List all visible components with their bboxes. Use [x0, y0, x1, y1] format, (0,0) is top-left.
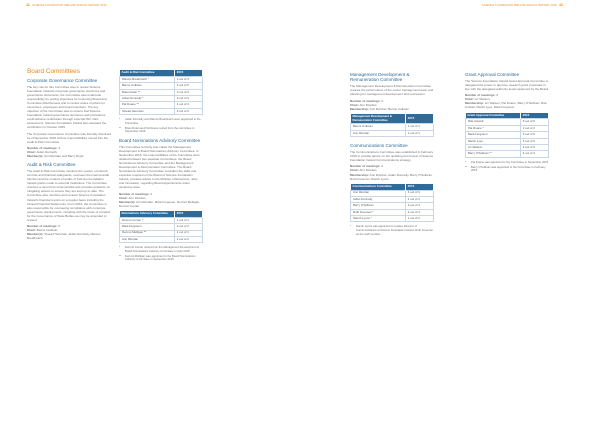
advisory-chair: Chair: Ann Riordan	[119, 195, 146, 200]
table-row: Mark Ferguson 5 out of 6	[466, 132, 549, 138]
table-row: Ann Riordan 2 out of 2	[120, 236, 203, 242]
corp-gov-paragraph-1: The key role for this Committee was to review Science Foundation Ireland's corporate governance structures and governance documents; the Committee also undertook responsibility for setting objectives for improving Board and Committee effectiveness and to review codes of ethics for executives, employees and board members. The key objective of the Committee was to ensure that Science Foundation Ireland governance structures and procedures could achieve certification through external ISO / IEC assessment. Science Foundation Ireland also awarded the certification in October 2015.	[27, 84, 107, 130]
table-row: Ruth Freeman * 4 out of 4	[351, 209, 434, 215]
corp-gov-chair: Chair: Aidan Donnelly	[27, 150, 57, 155]
mgmt-members: Membership: Ann Riordan, Bernie Cullinan	[350, 106, 409, 111]
table-row: Pat Duane ** 4 out of 4	[120, 102, 203, 108]
section-title: Board Committees	[27, 68, 80, 75]
audit-note-1: * Aidan Donnelly and Marcus Breathnach were appointed to the Committee.	[119, 118, 201, 125]
table-row: Ann Riordan 1 out of 1	[351, 130, 434, 136]
left-column-1	[27, 68, 111, 240]
audit-table-header-committee: Audit & Risk Committee	[120, 70, 175, 76]
table-row: Brian Dolan ** 3 out of 3	[120, 89, 203, 95]
right-column-2	[465, 70, 549, 173]
table-row: Rita Colwell 5 out of 6	[466, 119, 549, 125]
grant-chair: Chair: Liz Watson	[465, 97, 490, 102]
advisory-note-2: ** Dermot Mulligan was appointed to the Board Nominations Advisory Committee in September 2015.	[119, 254, 196, 262]
audit-meetings: Number of meetings: 5	[27, 224, 61, 229]
advisory-table-header-committee: Nominations Advisory Committee	[120, 211, 175, 217]
table-row: Pat Duane * 2 out of 2	[466, 125, 549, 131]
mgmt-paragraph-1: The Management Development & Remuneration Committee reviews the performance of the senior management team and planning for management development and succession.	[350, 84, 434, 97]
right-page	[300, 0, 600, 424]
grant-meetings: Number of meetings: 6	[465, 93, 499, 98]
advisory-members: Member(s): Ann Riordan, Mark Ferguson, Dermot Mulligan, Dermot Curran	[119, 199, 200, 208]
grant-table-header-year: 2015	[520, 113, 548, 119]
table-row: Barry O'Sullivan ** 4 out of 4	[466, 151, 549, 157]
grant-paragraph-1: The Science Foundation Ireland Grant Approval Committee is delegated the power to approve research grant proposals in line with the delegated authority levels approved by the Board.	[465, 78, 550, 91]
grant-table-header-committee: Grant Approval Committee	[466, 113, 521, 119]
table-row: Aidan Donnelly * 3 out of 3	[120, 96, 203, 102]
corp-gov-paragraph-2: The Corporate Governance Committee was formally dissolved as of December 2015 with its responsibilities moved into the Audit & Risk Committee.	[27, 131, 111, 144]
mgmt-heading: Management Development & Remuneration Committee	[350, 72, 410, 83]
corp-gov-members: Member(s): Ann Riordan and Barry Doyle	[27, 154, 84, 159]
comms-note-1: * Niamh Lyons was appointed to replace Director of Communications at Science Foundation Ireland, Ruth Freeman as the staff member.	[350, 225, 433, 236]
right-page-header	[482, 3, 563, 7]
mgmt-table-header-year: 2015	[405, 114, 433, 124]
table-row: Bernie Cullinan 1 out of 1	[351, 124, 434, 130]
audit-members: Member(s): Sinead Henehan, Aidan Donnelly, Marcus Breathnach	[27, 232, 101, 241]
advisory-note-1: * Dermot Curran retired from the Management Development & Board Nominations Advisory Committee in April 2015.	[119, 246, 199, 253]
table-row: Barry O'Sullivan 3 out of 4	[351, 203, 434, 209]
grant-heading: Grant Approval Committee	[465, 72, 520, 77]
table-row: Niamh Lyons * 1 out of 2	[351, 216, 434, 222]
comms-table-header-year: 2015	[405, 184, 433, 190]
table-row: Dermot Curran * 1 out of 1	[120, 217, 203, 223]
audit-risk-table	[119, 70, 203, 115]
right-running-title: SCIENCE FOUNDATION IRELAND ANNUAL REPORT 2015	[482, 4, 557, 7]
mgmt-chair: Chair: Ann Riordan	[350, 102, 377, 107]
table-row: Bernie Cullinan 6 out of 6	[120, 83, 203, 89]
right-page-number: 43	[559, 3, 563, 7]
audit-note-2: ** Brian Dolan and Pat Duane retired from the committee in September 2015.	[119, 126, 195, 134]
comms-heading: Communications Committee	[350, 143, 408, 149]
audit-table-header-year: 2015	[174, 70, 202, 76]
advisory-meetings: Number of meetings: 2	[119, 191, 153, 196]
communications-table	[350, 184, 434, 223]
audit-heading: Audit & Risk Committee	[27, 162, 76, 168]
table-row: Mark Ferguson 2 out of 2	[120, 224, 203, 230]
comms-table-header-committee: Communications Committee	[351, 184, 406, 190]
grant-members: Membership: Liz Watson, Pat Duane, Barry O'Sullivan, Rita Colwell, Martin Lyes, Mark Ferguson	[465, 101, 547, 110]
mgmt-meetings: Number of meetings: 2	[350, 98, 384, 103]
corp-gov-meetings: Number of meetings: 3	[27, 146, 61, 151]
advisory-heading: Board Nominations Advisory Committee	[119, 137, 201, 143]
grant-note-1: * Pat Duane was appointed to the Committee in September 2015.	[465, 160, 549, 164]
advisory-paragraph-1: This Committee formerly was called the Management Development & Board Nominations Advisory Committee. In September 2015, the responsibilities of the Committee were divided between two separate Committees: the Board Nominations Advisory Committee and the Management Development & Remuneration Committee. The Board Nominations Advisory Committee considers the skills and expertise required on the Board of Science Foundation Ireland, provides advice to the Minister of Enterprise, Jobs and Innovation, regarding Board appointments when vacancies arise.	[119, 144, 200, 190]
table-row: Ann Riordan 4 out of 4	[351, 190, 434, 196]
comms-members: Membership: Ann Riordan, Aidan Donnelly, Barry O'Sullivan, Ruth Freeman, Niamh Lyons	[350, 172, 433, 181]
left-running-title: SCIENCE FOUNDATION IRELAND ANNUAL REPORT 2015	[32, 4, 107, 7]
table-row: Sinead Henehan 6 out of 6	[120, 108, 203, 114]
table-row: Martin Lyes 5 out of 6	[466, 138, 549, 144]
mgmt-table-header-committee: Management Development & Remuneration Committee	[351, 114, 406, 124]
table-row: Marcus Breathnach * 3 out of 3	[120, 76, 203, 82]
grant-approval-table	[465, 113, 549, 158]
table-row: Liz Watson 6 out of 6	[466, 144, 549, 150]
left-page-header	[26, 3, 107, 7]
comms-chair: Chair: Ann Riordan	[350, 168, 377, 173]
right-column-1	[350, 70, 434, 236]
left-column-2	[119, 70, 203, 262]
grant-note-2: ** Barry O'Sullivan was appointed to the Committee in February 2015.	[465, 165, 546, 173]
nominations-advisory-table	[119, 211, 203, 243]
advisory-table-header-year: 2015	[174, 211, 202, 217]
audit-paragraph-1: The Audit & Risk Committee monitors the system of internal controls and financial safeguards, oversees the internal audit function and the conduct of audits of Science Foundation Ireland grants made to external institutions. The Committee receives a report from Internal Risk and provides guidance on mitigating actions to ensure they are kept up to date. The Committee also monitors and reviews Science Foundation Ireland's financial reports on a regular basis including the Annual Financial Statements. From 2016, the Committee is also responsible for overseeing compliance with corporate governance requirements, including with the Code of Conduct for the Governance of State Bodies as may be amended or revised.	[27, 169, 111, 222]
left-page-number: 42	[26, 3, 30, 7]
mgmt-remuneration-table	[350, 114, 434, 137]
table-row: Aidan Donnelly 4 out of 4	[351, 196, 434, 202]
comms-paragraph-1: The Communications Committee was established in February 2015 to provide advice on the updating and review of Science Foundation Ireland Communications strategy.	[350, 149, 434, 162]
corp-gov-heading: Corporate Governance Committee	[27, 78, 98, 83]
comms-meetings: Number of meetings: 4	[350, 164, 384, 169]
audit-chair: Chair: Bernie Cullinan	[27, 228, 58, 233]
table-row: Dermot Mulligan ** 1 out of 1	[120, 230, 203, 236]
